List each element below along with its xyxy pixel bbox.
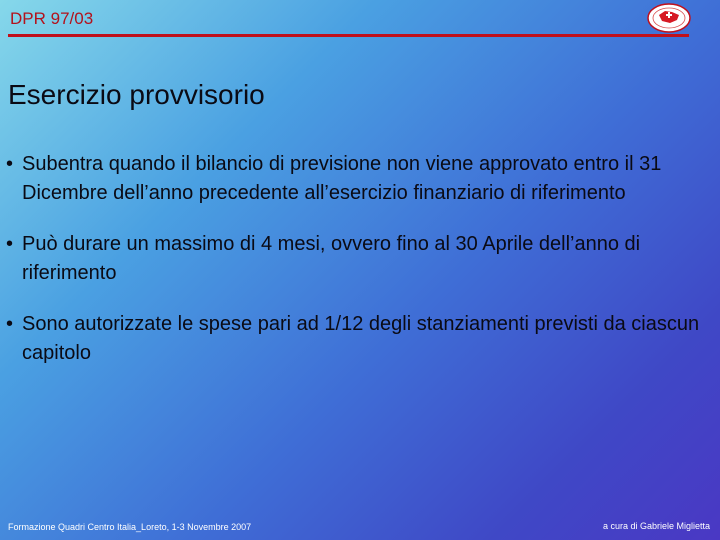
bullet-item <box>6 310 718 368</box>
red-cross-emblem-icon <box>646 2 692 34</box>
bullet-text: Può durare un massimo di 4 mesi, ovvero fino al 30 Aprile dell’anno di riferimento <box>22 233 641 284</box>
bullet-dot: • <box>6 313 14 335</box>
header-divider <box>8 34 689 37</box>
header-title: DPR 97/03 <box>10 9 94 28</box>
bullet-item <box>6 230 718 288</box>
footer-event-text: Formazione Quadri Centro Italia_Loreto, 1-3 Novembre 2007 <box>8 522 252 532</box>
bullet-text: Subentra quando il bilancio di previsione non viene approvato entro il 31 Dicembre dell’anno precedente all’esercizio finanziario di riferimento <box>22 153 662 204</box>
bullet-item <box>6 150 718 208</box>
bullet-list <box>6 150 718 390</box>
slide-title: Esercizio provvisorio <box>8 79 265 110</box>
footer-author-text: a cura di Gabriele Miglietta <box>602 521 710 531</box>
bullet-dot: • <box>6 153 14 175</box>
bullet-text: Sono autorizzate le spese pari ad 1/12 degli stanziamenti previsti da ciascun capitolo <box>22 313 700 364</box>
bullet-dot: • <box>6 233 14 255</box>
